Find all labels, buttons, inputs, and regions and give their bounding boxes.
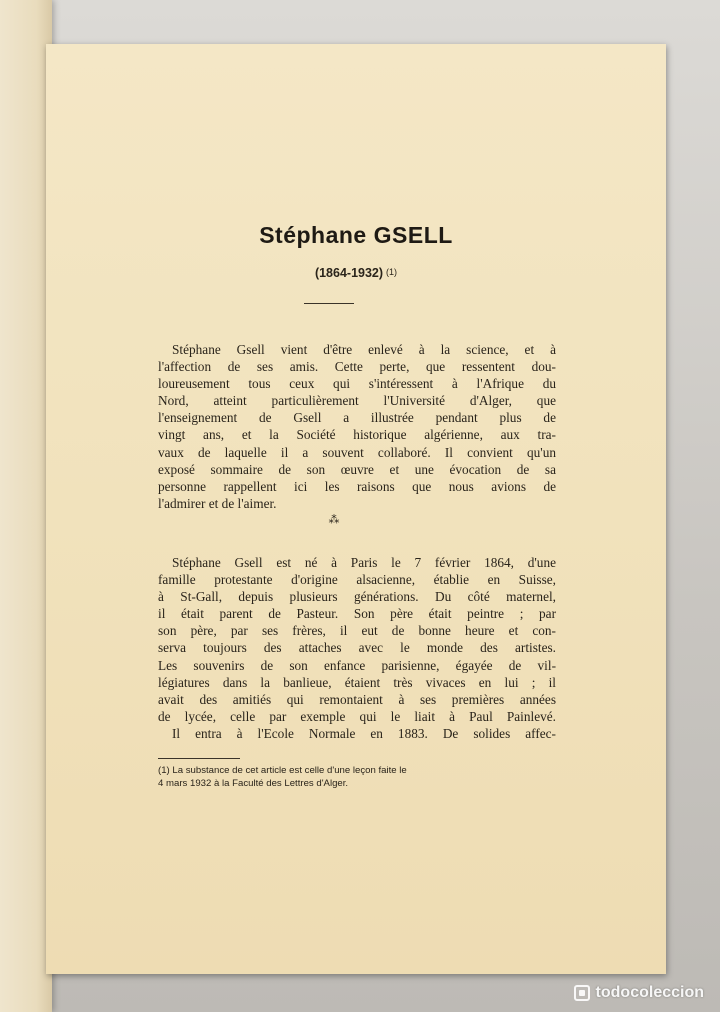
footnote-divider bbox=[158, 758, 240, 759]
text-line: loureusement tous ceux qui s'intéressent à l'Afrique du bbox=[158, 376, 556, 392]
left-page-edge bbox=[0, 0, 52, 1012]
text-line: il était parent de Pasteur. Son père était peintre ; par bbox=[158, 606, 556, 622]
asterism-divider: ⁂ bbox=[328, 514, 340, 526]
text-line: famille protestante d'origine alsacienne, établie en Suisse, bbox=[158, 572, 556, 588]
life-dates-text: (1864-1932) bbox=[314, 266, 384, 280]
watermark-logo-icon bbox=[574, 985, 590, 1001]
text-line: vingt ans, et la Société historique algérienne, aux tra- bbox=[158, 427, 556, 443]
watermark-text: todocoleccion bbox=[595, 984, 704, 1001]
text-line: exposé sommaire de son œuvre et une évocation de sa bbox=[158, 461, 556, 477]
text-line: l'admirer et de l'aimer. bbox=[158, 495, 277, 511]
footnote-marker: (1) bbox=[386, 267, 398, 277]
text-line: serva toujours des attaches avec le monde des artistes. bbox=[158, 640, 556, 656]
text-line: Il entra à l'Ecole Normale en 1883. De solides affec- bbox=[172, 725, 556, 741]
paragraph-2 bbox=[158, 554, 556, 742]
text-line: Stéphane Gsell est né à Paris le 7 février 1864, d'une bbox=[172, 555, 556, 570]
text-line: l'affection de ses amis. Cette perte, que ressentent dou- bbox=[158, 359, 556, 375]
footnote-line: 4 mars 1932 à la Faculté des Lettres d'Alger. bbox=[158, 778, 349, 789]
paragraph-1 bbox=[158, 341, 556, 512]
text-line: à St-Gall, depuis plusieurs générations. Du côté maternel, bbox=[158, 589, 556, 605]
text-line: l'enseignement de Gsell a illustrée pendant plus de bbox=[158, 410, 556, 426]
life-dates bbox=[46, 266, 666, 280]
watermark bbox=[574, 984, 704, 1002]
text-line: Stéphane Gsell vient d'être enlevé à la science, et à bbox=[172, 342, 556, 357]
text-line: vaux de laquelle il a souvent collaboré. Il convient qu'un bbox=[158, 444, 556, 460]
text-line: Les souvenirs de son enfance parisienne, égayée de vil- bbox=[158, 657, 556, 673]
footnote bbox=[158, 764, 558, 790]
footnote-line: (1) La substance de cet article est celle d'une leçon faite le bbox=[158, 765, 407, 776]
text-line: avait des amitiés qui remontaient à ses premières années bbox=[158, 691, 556, 707]
page-title: Stéphane GSELL bbox=[259, 222, 453, 248]
text-line: de lycée, celle par exemple qui le liait à Paul Painlevé. bbox=[158, 708, 556, 724]
document-page bbox=[46, 44, 666, 974]
text-line: personne rappellent ici les raisons que nous avions de bbox=[158, 478, 556, 494]
text-line: Nord, atteint particulièrement l'Université d'Alger, que bbox=[158, 393, 556, 409]
text-line: son père, par ses frères, il eut de bonne heure et con- bbox=[158, 623, 556, 639]
text-line: légiatures dans la banlieue, étaient très vivaces en lui ; il bbox=[158, 674, 556, 690]
title-divider bbox=[304, 303, 354, 304]
